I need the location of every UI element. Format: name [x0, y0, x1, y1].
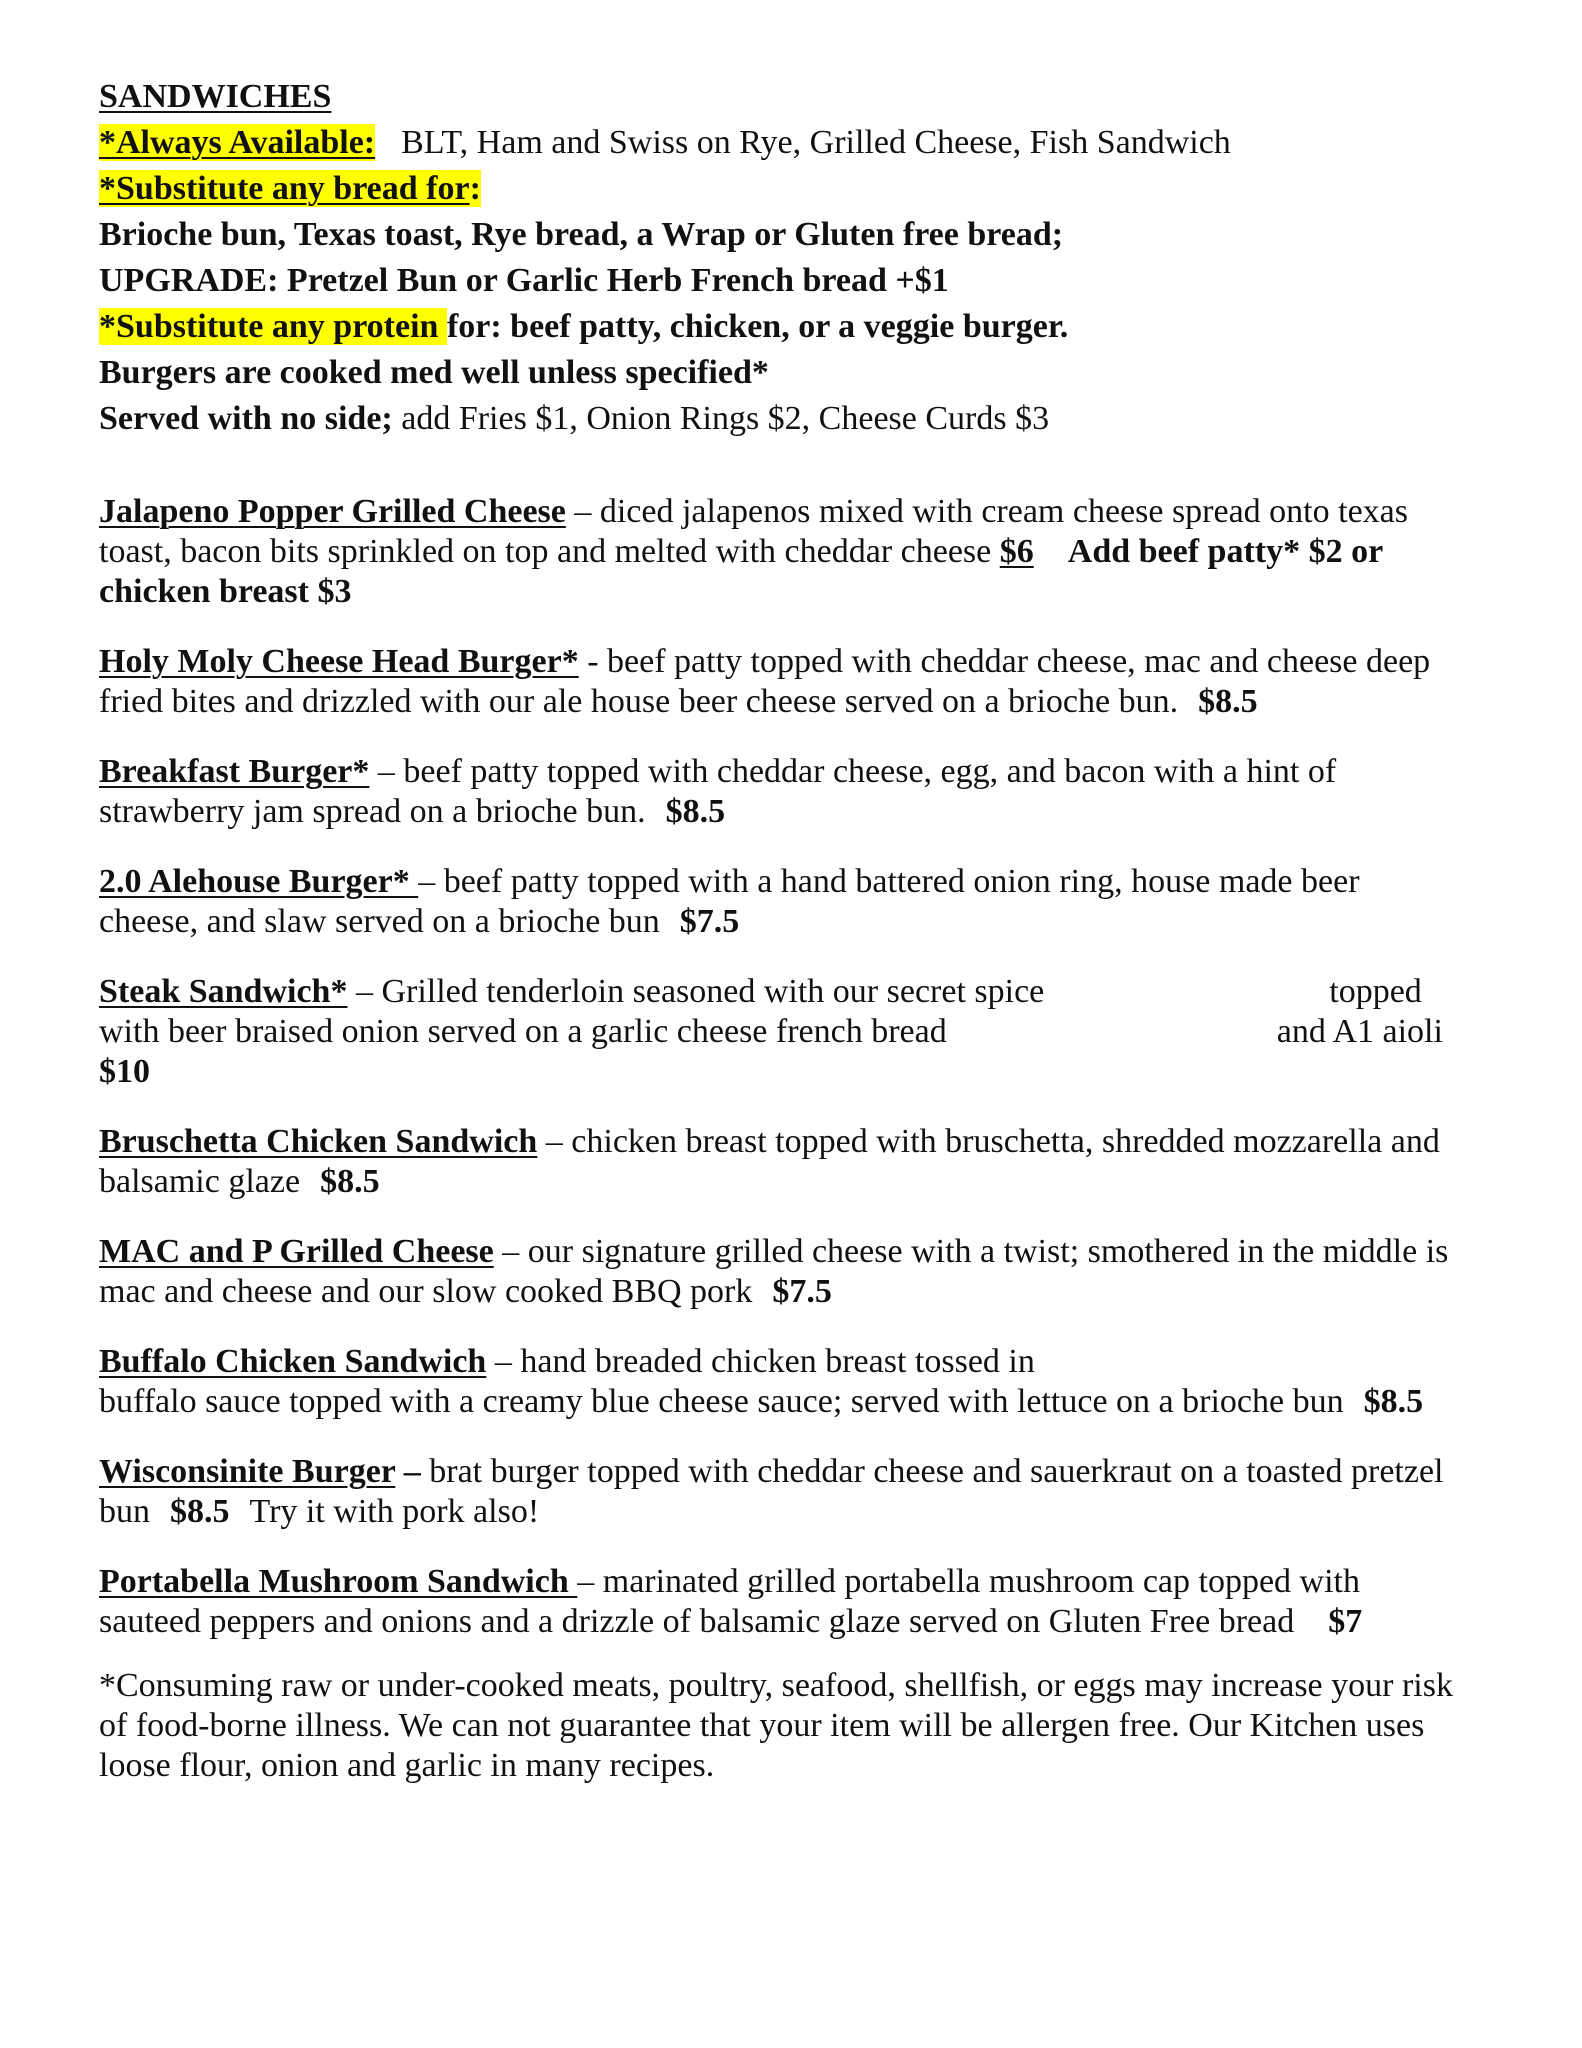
item-name: Wisconsinite Burger: [99, 1453, 396, 1490]
always-available-items: BLT, Ham and Swiss on Rye, Grilled Cheese, Fish Sandwich: [401, 124, 1231, 161]
item-description: buffalo sauce topped with a creamy blue cheese sauce; served with lettuce on a brioche bun: [99, 1383, 1344, 1420]
item-price: $6: [999, 533, 1034, 570]
item-description: balsamic glaze: [99, 1163, 301, 1200]
menu-page: [99, 74, 1519, 1786]
protein-options: for: beef patty, chicken, or a veggie burger.: [446, 308, 1069, 345]
item-description: toast, bacon bits sprinkled on top and melted with cheddar cheese: [99, 533, 1000, 570]
item-price: $8.5: [665, 793, 726, 830]
item-name: MAC and P Grilled Cheese: [99, 1233, 494, 1270]
substitute-bread-line: [99, 166, 1519, 212]
item-description: – our signature grilled cheese with a twist; smothered in the middle is: [493, 1233, 1449, 1270]
item-description: fried bites and drizzled with our ale house beer cheese served on a brioche bun.: [99, 683, 1179, 720]
item-name: 2.0 Alehouse Burger*: [99, 863, 419, 900]
always-available-line: [99, 120, 1519, 166]
item-name: Breakfast Burger*: [99, 753, 370, 790]
side-line: [99, 396, 1519, 442]
item-price: $8.5: [170, 1493, 230, 1530]
upgrade-note: UPGRADE: Pretzel Bun or Garlic Herb French bread +$1: [99, 262, 949, 299]
item-description: - beef patty topped with cheddar cheese, mac and cheese deep: [578, 643, 1431, 680]
substitute-protein-label: *Substitute any protein: [99, 308, 447, 345]
item-name: Holy Moly Cheese Head Burger*: [99, 643, 579, 680]
item-description: with beer braised onion served on a garlic cheese french bread: [99, 1013, 947, 1050]
item-description: sauteed peppers and onions and a drizzle of balsamic glaze served on Gluten Free bread: [99, 1603, 1295, 1640]
item-description: – beef patty topped with cheddar cheese, egg, and bacon with a hint of: [369, 753, 1337, 790]
menu-item: [99, 1562, 1519, 1642]
bread-options: Brioche bun, Texas toast, Rye bread, a Wrap or Gluten free bread;: [99, 216, 1064, 253]
substitute-bread-label: *Substitute any bread for: [99, 170, 470, 207]
item-addon: Add beef patty* $2 or: [1067, 533, 1384, 570]
item-description: and A1 aioli: [1276, 1013, 1443, 1050]
item-description: bun: [99, 1493, 150, 1530]
burger-cook-note: Burgers are cooked med well unless specified*: [99, 354, 769, 391]
item-name: Steak Sandwich*: [99, 973, 348, 1010]
item-description: mac and cheese and our slow cooked BBQ pork: [99, 1273, 753, 1310]
item-price: $8.5: [1363, 1383, 1424, 1420]
item-description: cheese, and slaw served on a brioche bun: [99, 903, 660, 940]
side-label: Served with no side;: [99, 400, 393, 437]
item-description: – Grilled tenderloin seasoned with our secret spice: [347, 973, 1045, 1010]
substitute-bread-colon: :: [469, 170, 481, 207]
item-description: – chicken breast topped with bruschetta, shredded mozzarella and: [537, 1123, 1440, 1160]
menu-item: [99, 862, 1519, 942]
menu-item: [99, 642, 1519, 722]
item-name: Portabella Mushroom Sandwich: [99, 1563, 578, 1600]
menu-item: [99, 1452, 1519, 1532]
menu-item: [99, 1122, 1519, 1202]
item-price: $7.5: [679, 903, 740, 940]
menu-item: [99, 492, 1519, 612]
item-description: – marinated grilled portabella mushroom cap topped with: [577, 1563, 1360, 1600]
item-description: – hand breaded chicken breast tossed in: [486, 1343, 1035, 1380]
disclaimer-line: *Consuming raw or under-cooked meats, poultry, seafood, shellfish, or eggs may increase your risk: [99, 1667, 1453, 1704]
always-available-label: *Always Available:: [99, 124, 376, 161]
item-description: brat burger topped with cheddar cheese and sauerkraut on a toasted pretzel: [420, 1453, 1444, 1490]
disclaimer-line: loose flour, onion and garlic in many recipes.: [99, 1747, 715, 1784]
item-name: Buffalo Chicken Sandwich: [99, 1343, 487, 1380]
item-dash: –: [395, 1453, 421, 1490]
item-addon: chicken breast $3: [99, 573, 352, 610]
substitute-protein-line: [99, 304, 1519, 350]
item-name: Jalapeno Popper Grilled Cheese: [99, 493, 566, 530]
item-description: strawberry jam spread on a brioche bun.: [99, 793, 646, 830]
disclaimer-line: of food-borne illness. We can not guarantee that your item will be allergen free. Our Kitchen uses: [99, 1707, 1425, 1744]
item-price: $8.5: [320, 1163, 380, 1200]
section-title: SANDWICHES: [99, 78, 332, 115]
allergen-disclaimer: [99, 1666, 1519, 1786]
menu-item: [99, 752, 1519, 832]
item-price: $8.5: [1198, 683, 1258, 720]
item-description: topped: [1329, 973, 1422, 1010]
menu-item: [99, 1342, 1519, 1422]
item-extra: Try it with pork also!: [249, 1493, 540, 1530]
item-price: $7: [1328, 1603, 1363, 1640]
item-price: $7.5: [772, 1273, 832, 1310]
item-price: $10: [99, 1053, 150, 1090]
menu-item: [99, 972, 1519, 1092]
item-description: – beef patty topped with a hand battered onion ring, house made beer: [418, 863, 1360, 900]
item-description: – diced jalapenos mixed with cream cheese spread onto texas: [565, 493, 1408, 530]
menu-item: [99, 1232, 1519, 1312]
item-name: Bruschetta Chicken Sandwich: [99, 1123, 538, 1160]
side-options: add Fries $1, Onion Rings $2, Cheese Curds $3: [392, 400, 1050, 437]
